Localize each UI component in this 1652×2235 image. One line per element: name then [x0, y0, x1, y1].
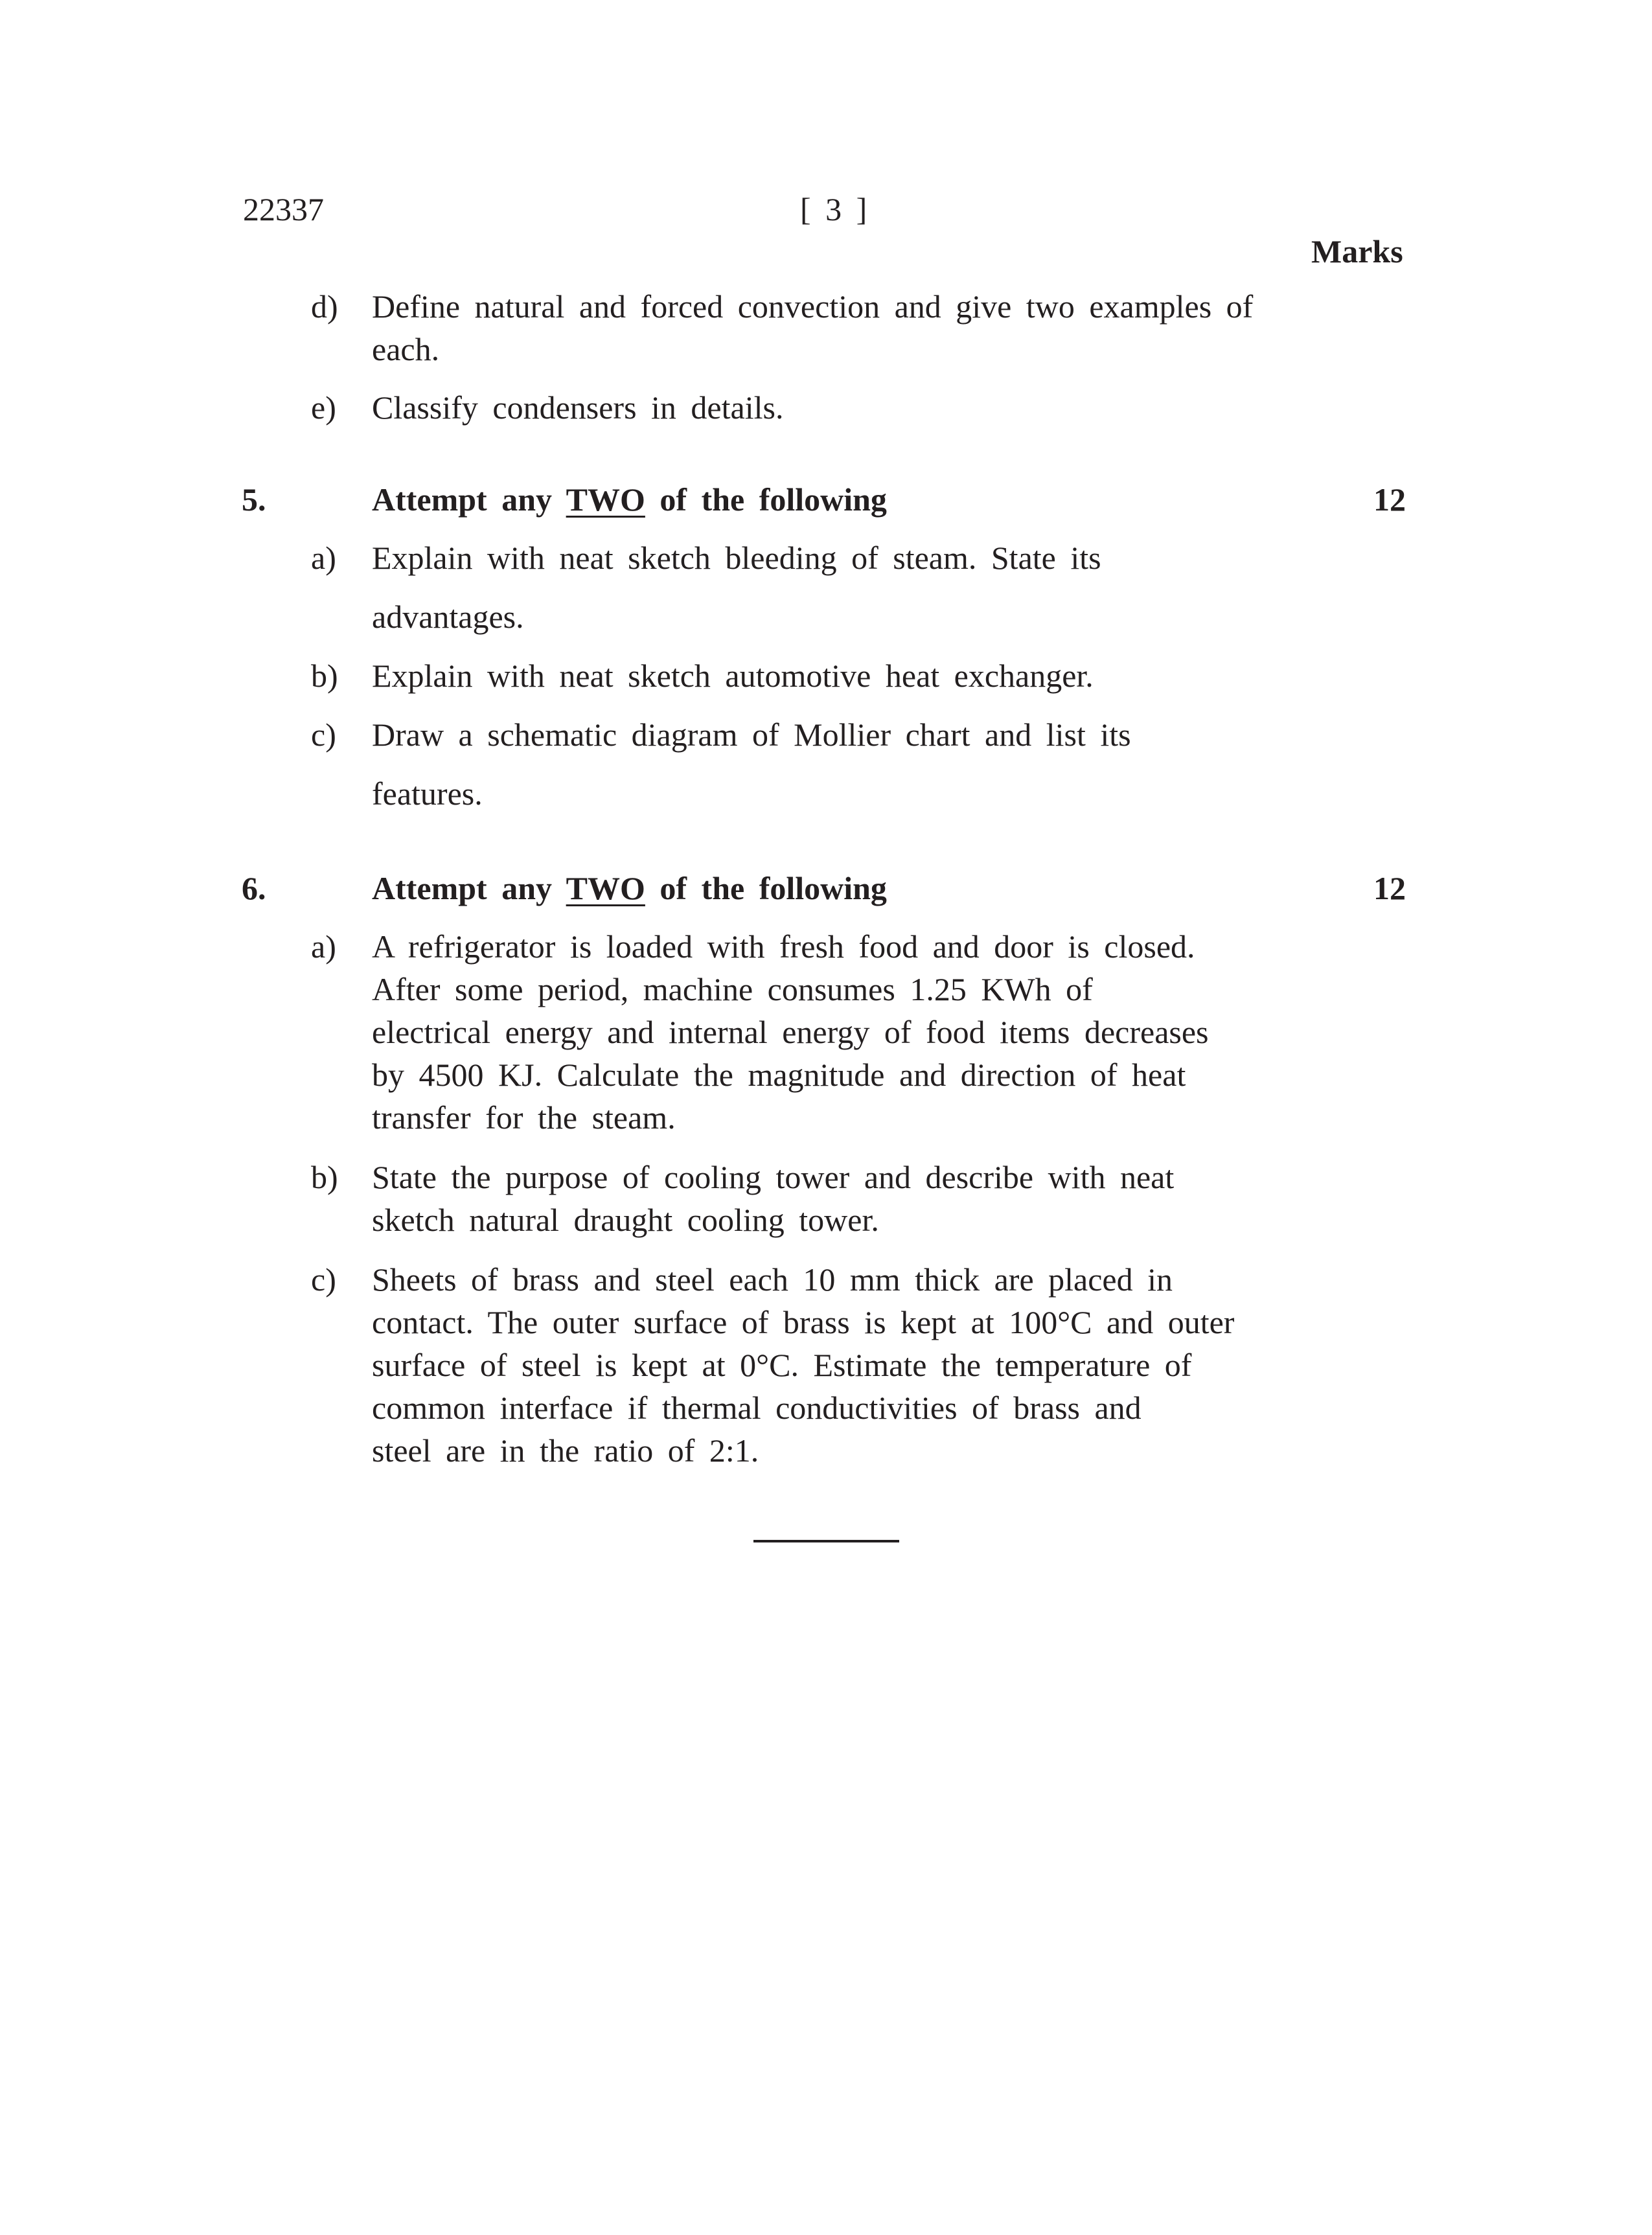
item-label: c)	[311, 716, 336, 753]
item-text-line: steel are in the ratio of 2:1.	[372, 1432, 759, 1469]
end-of-paper-rule	[753, 1540, 899, 1542]
item-text-line: each.	[372, 331, 440, 367]
instruction-emphasis: TWO	[566, 481, 645, 518]
item-label: a)	[311, 928, 336, 965]
instruction-post: of the following	[660, 870, 887, 906]
item-text-line: contact. The outer surface of brass is kept at 100°C and outer	[372, 1304, 1235, 1340]
item-label: a)	[311, 540, 336, 576]
item-text-line: Classify condensers in details.	[372, 389, 784, 426]
item-text-line: After some period, machine consumes 1.25 KWh of	[372, 971, 1093, 1007]
item-text-line: Draw a schematic diagram of Mollier chart and list its	[372, 716, 1131, 753]
question-number: 5.	[242, 481, 266, 518]
item-text-line: by 4500 KJ. Calculate the magnitude and direction of heat	[372, 1057, 1186, 1093]
item-text-line: electrical energy and internal energy of food items decreases	[372, 1014, 1209, 1050]
item-text-line: common interface if thermal conductivities of brass and	[372, 1390, 1141, 1426]
item-text-line: features.	[372, 775, 483, 812]
item-label: e)	[311, 389, 336, 426]
question-marks: 12	[1373, 481, 1406, 518]
instruction-pre: Attempt any	[372, 870, 553, 906]
item-text-line: A refrigerator is loaded with fresh food and door is closed.	[372, 928, 1195, 965]
question-instruction	[372, 478, 887, 521]
question-marks: 12	[1373, 870, 1406, 906]
item-label: b)	[311, 658, 338, 694]
question-instruction	[372, 867, 887, 910]
item-text-line: State the purpose of cooling tower and describe with neat	[372, 1159, 1175, 1195]
item-label: d)	[311, 288, 338, 325]
item-text-line: Define natural and forced convection and give two examples of	[372, 288, 1254, 325]
instruction-emphasis: TWO	[566, 870, 645, 906]
marks-heading: Marks	[1311, 233, 1403, 269]
page-number: [ 3 ]	[800, 191, 867, 227]
question-number: 6.	[242, 870, 266, 906]
item-label: c)	[311, 1261, 336, 1298]
item-text-line: transfer for the steam.	[372, 1099, 676, 1136]
item-text-line: sketch natural draught cooling tower.	[372, 1202, 879, 1238]
instruction-pre: Attempt any	[372, 481, 553, 518]
paper-code: 22337	[243, 191, 324, 227]
instruction-post: of the following	[660, 481, 887, 518]
item-text-line: Sheets of brass and steel each 10 mm thick are placed in	[372, 1261, 1173, 1298]
item-text-line: surface of steel is kept at 0°C. Estimate the temperature of	[372, 1347, 1192, 1383]
item-text-line: advantages.	[372, 599, 524, 635]
item-text-line: Explain with neat sketch bleeding of steam. State its	[372, 540, 1101, 576]
item-label: b)	[311, 1159, 338, 1195]
item-text-line: Explain with neat sketch automotive heat exchanger.	[372, 658, 1094, 694]
